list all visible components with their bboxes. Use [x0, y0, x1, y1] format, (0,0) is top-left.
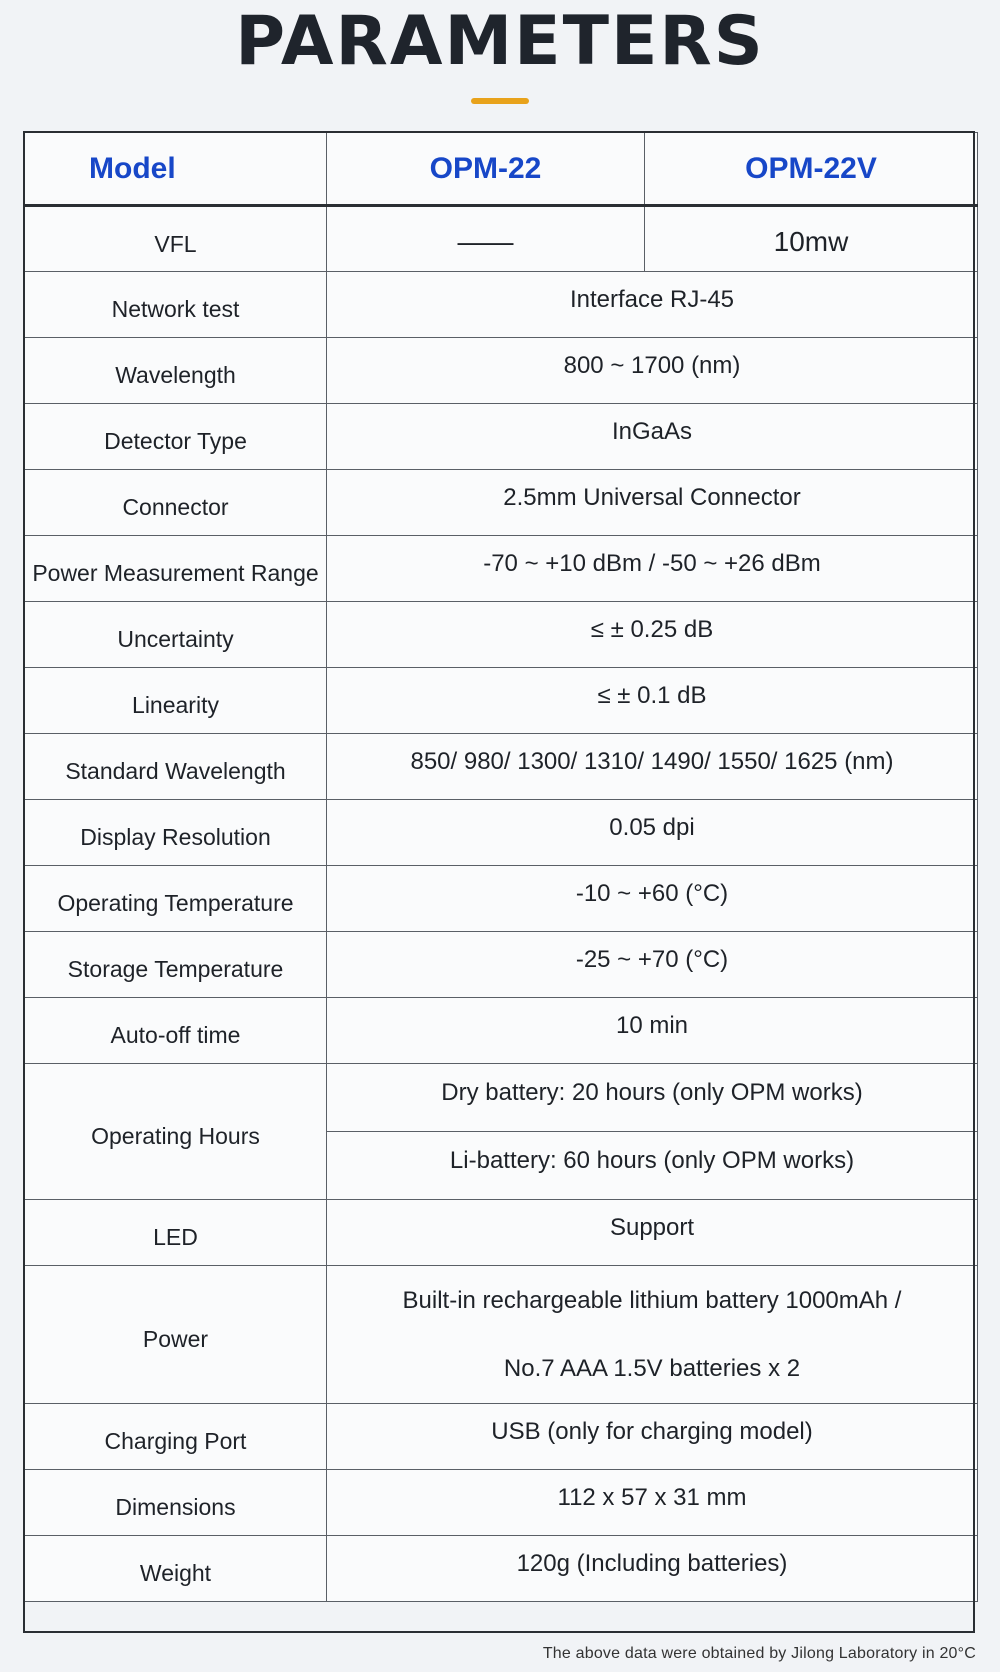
table-row: [25, 338, 978, 404]
vfl-opm-22v-value: 10mw: [645, 206, 978, 272]
page-title: PARAMETERS: [235, 2, 765, 81]
row-label: Charging Port: [25, 1404, 327, 1470]
table-row-power: [25, 1266, 978, 1404]
power-value: [327, 1266, 978, 1404]
row-label: Auto-off time: [25, 998, 327, 1064]
header-opm-22: OPM-22: [327, 133, 645, 206]
table-row: [25, 404, 978, 470]
row-label: Power Measurement Range: [25, 536, 327, 602]
row-label: Detector Type: [25, 404, 327, 470]
table-row: [25, 272, 978, 338]
row-value: ≤ ± 0.1 dB: [327, 668, 978, 734]
footnote: The above data were obtained by Jilong Laboratory in 20°C: [542, 1645, 976, 1662]
row-value: ≤ ± 0.25 dB: [327, 602, 978, 668]
table-row: [25, 932, 978, 998]
row-value: -70 ~ +10 dBm / -50 ~ +26 dBm: [327, 536, 978, 602]
row-value: Support: [327, 1200, 978, 1266]
table-row: [25, 1536, 978, 1602]
operating-hours-dry-value: Dry battery: 20 hours (only OPM works): [327, 1064, 978, 1132]
row-label: Wavelength: [25, 338, 327, 404]
table-row-vfl: [25, 206, 978, 272]
table-row: [25, 1470, 978, 1536]
row-value: 800 ~ 1700 (nm): [327, 338, 978, 404]
row-label: Power: [25, 1266, 327, 1404]
title-accent-bar: [471, 98, 529, 104]
row-label: Operating Hours: [25, 1064, 327, 1200]
row-label: Linearity: [25, 668, 327, 734]
table-row-led: [25, 1200, 978, 1266]
row-label: Uncertainty: [25, 602, 327, 668]
row-label: Standard Wavelength: [25, 734, 327, 800]
parameters-table: [24, 132, 978, 1602]
power-value-line-1: Built-in rechargeable lithium battery 1000mAh /: [402, 1286, 902, 1314]
table-row: [25, 470, 978, 536]
table-row: [25, 998, 978, 1064]
row-value: 112 x 57 x 31 mm: [327, 1470, 978, 1536]
table-row: [25, 536, 978, 602]
row-value: 10 min: [327, 998, 978, 1064]
table-row: [25, 734, 978, 800]
row-label: Network test: [25, 272, 327, 338]
header-model: Model: [25, 133, 327, 206]
power-value-line-2: No.7 AAA 1.5V batteries x 2: [503, 1354, 801, 1382]
row-label: VFL: [25, 206, 327, 272]
row-value: Interface RJ-45: [327, 272, 978, 338]
row-label: Display Resolution: [25, 800, 327, 866]
vfl-opm-22-value: ——: [327, 206, 645, 272]
table-row: [25, 800, 978, 866]
row-value: -10 ~ +60 (°C): [327, 866, 978, 932]
table-header-row: [25, 133, 978, 206]
header-opm-22v: OPM-22V: [645, 133, 978, 206]
row-label: Storage Temperature: [25, 932, 327, 998]
table-row: [25, 668, 978, 734]
table-row-operating-hours: [25, 1064, 978, 1132]
row-value: InGaAs: [327, 404, 978, 470]
row-value: USB (only for charging model): [327, 1404, 978, 1470]
table-row: [25, 1404, 978, 1470]
row-label: LED: [25, 1200, 327, 1266]
table-row: [25, 866, 978, 932]
row-value: 0.05 dpi: [327, 800, 978, 866]
row-label: Dimensions: [25, 1470, 327, 1536]
row-value: -25 ~ +70 (°C): [327, 932, 978, 998]
row-value: 850/ 980/ 1300/ 1310/ 1490/ 1550/ 1625 (nm): [327, 734, 978, 800]
row-value: 120g (Including batteries): [327, 1536, 978, 1602]
row-label: Operating Temperature: [25, 866, 327, 932]
row-label: Weight: [25, 1536, 327, 1602]
table-row: [25, 602, 978, 668]
row-label: Connector: [25, 470, 327, 536]
operating-hours-li-value: Li-battery: 60 hours (only OPM works): [327, 1132, 978, 1200]
row-value: 2.5mm Universal Connector: [327, 470, 978, 536]
